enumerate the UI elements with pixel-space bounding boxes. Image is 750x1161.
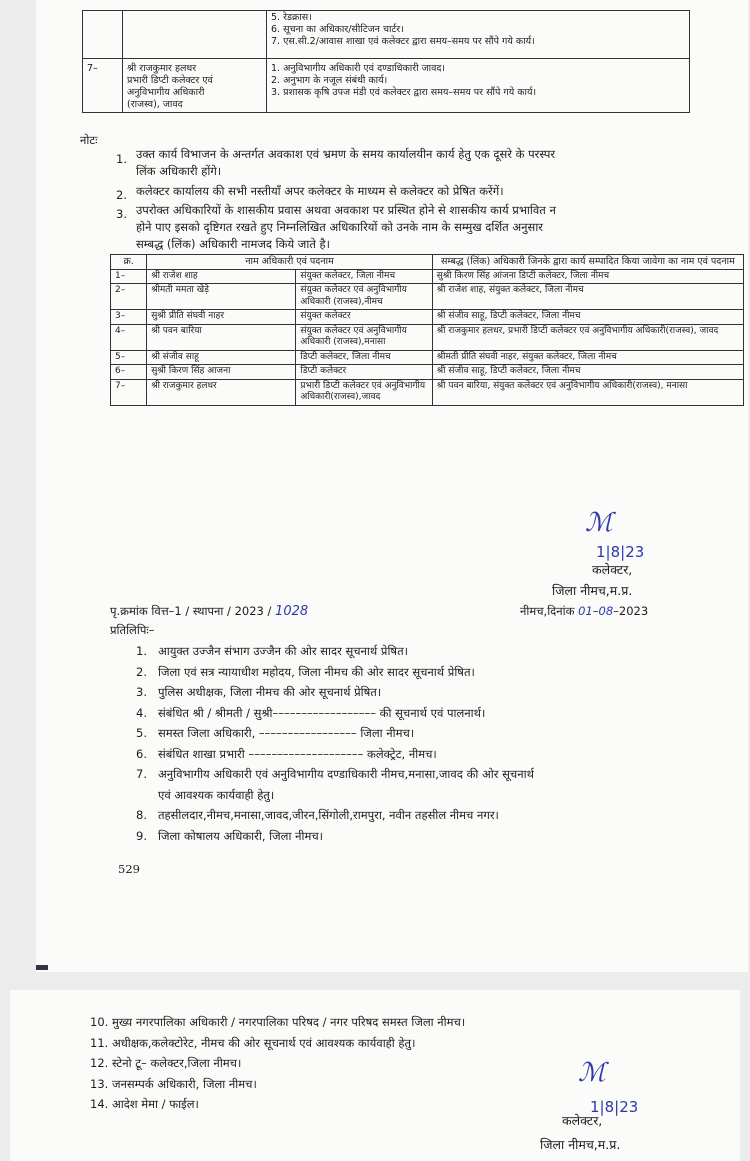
document-page-1 bbox=[36, 0, 748, 972]
officer-name: श्री पवन बारिया bbox=[147, 324, 296, 350]
link-officer: श्री राजकुमार हलधर, प्रभारी डिप्टी कलेक्टर एवं अनुविभागीय अधिकारी(राजस्व), जावद bbox=[432, 324, 743, 350]
signature-date: 1|8|23 bbox=[590, 1098, 639, 1116]
duty-line: 5. रेडक्रास। bbox=[271, 12, 312, 23]
signature-mark: ℳ bbox=[585, 508, 613, 538]
officer-cell: श्री राजकुमार हलधर प्रभारी डिप्टी कलेक्टर एवं अनुविभागीय अधिकारी (राजस्व), जावद bbox=[123, 59, 267, 113]
officer-name: श्रीमती ममता खेड़े bbox=[147, 284, 296, 310]
table-row bbox=[83, 11, 690, 59]
link-officer: श्री पवन बारिया, संयुक्त कलेक्टर एवं अनुविभागीय अधिकारी(राजस्व), मनासा bbox=[432, 379, 743, 405]
officer-post: संयुक्त कलेक्टर, जिला नीमच bbox=[296, 269, 432, 284]
copy-item: तहसीलदार,नीमच,मनासा,जावद,जीरन,सिंगोली,रामपुरा, नवीन तहसील नीमच नगर। bbox=[158, 808, 499, 822]
copy-number: 8. bbox=[136, 808, 147, 822]
duty-line: 1. अनुविभागीय अधिकारी एवं दण्डाधिकारी जावद। bbox=[271, 63, 446, 74]
link-officer-table bbox=[110, 254, 744, 406]
table-row bbox=[111, 284, 744, 310]
link-officer: श्री संजीव साहू, डिप्टी कलेक्टर, जिला नीमच bbox=[432, 310, 743, 325]
order-date: नीमच,दिनांक 01–08–2023 bbox=[520, 604, 649, 618]
collector-title: कलेक्टर, bbox=[592, 562, 633, 577]
copy-item: संबंधित श्री / श्रीमती / सुश्री–––––––––––––––––– की सूचनार्थ एवं पालनार्थ। bbox=[158, 705, 486, 720]
officer-post: डिप्टी कलेक्टर, जिला नीमच bbox=[296, 350, 432, 365]
link-officer: श्रीमती प्रीति संघवी नाहर, संयुक्त कलेक्टर, जिला नीमच bbox=[432, 350, 743, 365]
officer-name: सुश्री प्रीति संघवी नाहर bbox=[147, 310, 296, 325]
table-row bbox=[111, 365, 744, 380]
duty-line: 3. प्रशासक कृषि उपज मंडी एवं कलेक्टर द्वारा समय–समय पर सौंपे गये कार्य। bbox=[271, 87, 537, 98]
row-number: 3– bbox=[111, 310, 147, 325]
note-item: उपरोक्त अधिकारियों के शासकीय प्रवास अथवा अवकाश पर प्रस्थित होने से शासकीय कार्य प्रभावित न होने पाए इसको दृष्टिगत रखते हुए निम्नलिखित अधिकारियों को उनके नाम के सम्मुख दर्शित अनुसार सम्बद्ध (लिंक) अधिकारी नामजद किये जाते है। bbox=[136, 203, 556, 251]
table-row bbox=[83, 59, 690, 113]
copy-item: जिला कोषालय अधिकारी, जिला नीमच। bbox=[158, 828, 323, 843]
officer-post: संयुक्त कलेक्टर एवं अनुविभागीय अधिकारी (राजस्व),नीमच bbox=[296, 284, 432, 310]
copy-item: पुलिस अधीक्षक, जिला नीमच की ओर सूचनार्थ प्रेषित। bbox=[158, 685, 382, 699]
column-header: सम्बद्ध (लिंक) अधिकारी जिनके द्वारा कार्य सम्पादित किया जावेगा का नाम एवं पदनाम bbox=[432, 255, 743, 270]
note-item: कलेक्टर कार्यालय की सभी नस्तीयाँ अपर कलेक्टर के माध्यम से कलेक्टर को प्रेषित करेंगें। bbox=[136, 184, 504, 198]
collector-title: कलेक्टर, bbox=[562, 1113, 603, 1128]
copy-number: 1. bbox=[136, 644, 147, 658]
officer-post: डिप्टी कलेक्टर bbox=[296, 365, 432, 380]
row-number: 7– bbox=[111, 379, 147, 405]
collector-place: जिला नीमच,म.प्र. bbox=[552, 583, 633, 598]
scan-mark bbox=[36, 965, 48, 970]
copy-item: 14. आदेश मेमा / फाईल। bbox=[90, 1097, 199, 1111]
copy-item-continued: एवं आवश्यक कार्यवाही हेतु। bbox=[158, 787, 275, 802]
copy-number: 9. bbox=[136, 828, 147, 843]
duty-line: 2. अनुभाग के नजूल संबंधी कार्य। bbox=[271, 75, 388, 86]
officer-name: श्री राजकुमार हलधर bbox=[147, 379, 296, 405]
officer-post: संयुक्त कलेक्टर एवं अनुविभागीय अधिकारी (राजस्व),मनासा bbox=[296, 324, 432, 350]
copy-item: जिला एवं सत्र न्यायाधीश महोदय, जिला नीमच की ओर सादर सूचनार्थ प्रेषित। bbox=[158, 664, 475, 679]
table-row bbox=[111, 324, 744, 350]
note-number: 3. bbox=[116, 207, 127, 221]
copy-item: 11. अधीक्षक,कलेक्टोरेट, नीमच की ओर सूचनार्थ एवं आवश्यक कार्यवाही हेतु। bbox=[90, 1035, 416, 1050]
copy-item: संबंधित शाखा प्रभारी –––––––––––––––––––– कलेक्ट्रेट, नीमच। bbox=[158, 746, 437, 761]
row-number: 5– bbox=[111, 350, 147, 365]
row-number: 7– bbox=[83, 59, 123, 113]
link-officer: श्री संजीव साहू, डिप्टी कलेक्टर, जिला नीमच bbox=[432, 365, 743, 380]
row-number: 4– bbox=[111, 324, 147, 350]
copy-item: समस्त जिला अधिकारी, ––––––––––––––––– जिला नीमच। bbox=[158, 726, 415, 740]
table-row bbox=[111, 310, 744, 325]
table-row bbox=[111, 350, 744, 365]
table-row bbox=[111, 269, 744, 284]
copy-number: 7. bbox=[136, 767, 147, 781]
copy-number: 4. bbox=[136, 705, 147, 720]
reference-number: पृ.क्रमांक वित्त–1 / स्थापना / 2023 / 1028 bbox=[110, 604, 309, 619]
copy-item: 12. स्टेनो टू– कलेक्टर,जिला नीमच। bbox=[90, 1056, 242, 1070]
officer-post: प्रभारी डिप्टी कलेक्टर एवं अनुविभागीय अधिकारी(राजस्व),जावद bbox=[296, 379, 432, 405]
copy-number: 5. bbox=[136, 726, 147, 740]
signature-mark: ℳ bbox=[578, 1058, 606, 1088]
signature-date: 1|8|23 bbox=[596, 543, 645, 561]
row-number: 1– bbox=[111, 269, 147, 284]
link-officer: सुश्री किरण सिंह आंजना डिप्टी कलेक्टर, जिला नीमच bbox=[432, 269, 743, 284]
copy-item: आयुक्त उज्जैन संभाग उज्जैन की ओर सादर सूचनार्थ प्रेषित। bbox=[158, 644, 408, 658]
copy-number: 6. bbox=[136, 746, 147, 761]
table-row bbox=[111, 379, 744, 405]
collector-place: जिला नीमच,म.प्र. bbox=[540, 1137, 621, 1152]
copy-item: 10. मुख्य नगरपालिका अधिकारी / नगरपालिका परिषद / नगर परिषद समस्त जिला नीमच। bbox=[90, 1015, 466, 1029]
copy-item: 13. जनसम्पर्क अधिकारी, जिला नीमच। bbox=[90, 1076, 257, 1091]
duty-line: 7. एस.सी.2/आवास शाखा एवं कलेक्टर द्वारा समय–समय पर सौंपे गये कार्य। bbox=[271, 36, 535, 47]
copy-item: अनुविभागीय अधिकारी एवं अनुविभागीय दण्डाधिकारी नीमच,मनासा,जावद की ओर सूचनार्थ bbox=[158, 767, 534, 781]
link-officer: श्री राजेश शाह, संयुक्त कलेक्टर, जिला नीमच bbox=[432, 284, 743, 310]
duty-table bbox=[82, 10, 690, 113]
row-number: 6– bbox=[111, 365, 147, 380]
copy-heading: प्रतिलिपिः– bbox=[110, 623, 155, 637]
duty-line: 6. सूचना का अधिकार/सीटिजन चार्टर। bbox=[271, 24, 404, 35]
column-header: क्र. bbox=[111, 255, 147, 270]
officer-post: संयुक्त कलेक्टर bbox=[296, 310, 432, 325]
note-number: 2. bbox=[116, 188, 127, 202]
column-header: नाम अधिकारी एवं पदनाम bbox=[147, 255, 433, 270]
page-number: 529 bbox=[118, 862, 140, 876]
officer-name: श्री संजीव साहू bbox=[147, 350, 296, 365]
table-header-row bbox=[111, 255, 744, 270]
notes-heading: नोटः bbox=[80, 133, 98, 147]
officer-name: सुश्री किरण सिंह आजना bbox=[147, 365, 296, 380]
copy-number: 2. bbox=[136, 664, 147, 679]
officer-name: श्री राजेश शाह bbox=[147, 269, 296, 284]
note-item: उक्त कार्य विभाजन के अन्तर्गत अवकाश एवं भ्रमण के समय कार्यालयीन कार्य हेतु एक दूसरे के परस्पर लिंक अधिकारी होंगे। bbox=[136, 147, 556, 178]
copy-number: 3. bbox=[136, 685, 147, 699]
row-number: 2– bbox=[111, 284, 147, 310]
note-number: 1. bbox=[116, 152, 127, 166]
